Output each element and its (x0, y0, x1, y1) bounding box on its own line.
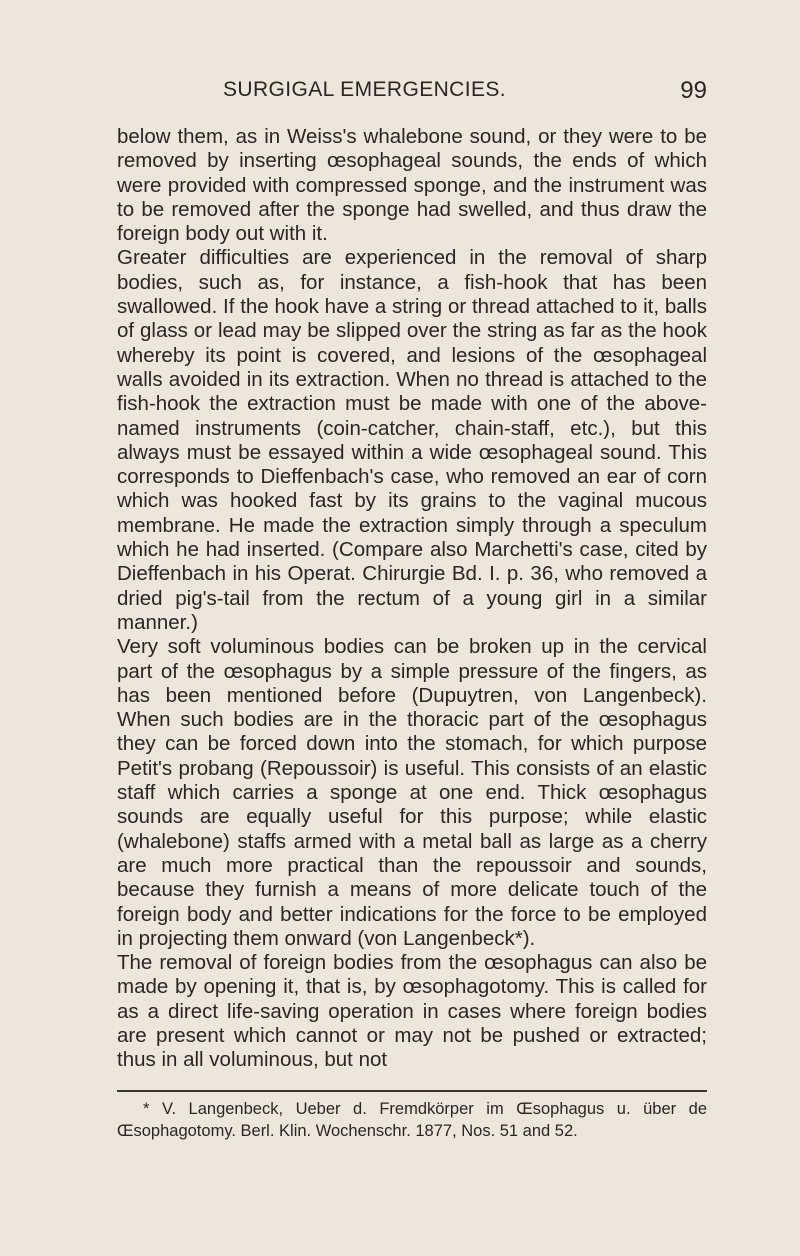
page-number: 99 (680, 77, 707, 104)
paragraph: Greater difficulties are experienced in the removal of sharp bodies, such as, for instance, a fish-hook that has been swallowed. If the hook have a string or thread attached to it, balls of glass or lead may be slipped over the string as far as the hook whereby its point is covered, and lesions of the œsophageal walls avoided in its extraction. When no thread is attached to the fish-hook the extraction must be made with one of the above-named instruments (coin-catcher, chain-staff, etc.), but this always must be essayed within a wide œsophageal sound. This corresponds to Dieffenbach's case, who removed an ear of corn which was hooked fast by its grains to the vaginal mucous membrane. He made the extraction simply through a speculum which he had inserted. (Compare also Marchetti's case, cited by Dieffenbach in his Operat. Chirurgie Bd. I. p. 36, who removed a dried pig's-tail from the rectum of a young girl in a similar manner.) (117, 246, 707, 634)
footnote-marker: * (143, 1100, 150, 1118)
running-title: SURGIGAL EMERGENCIES. (223, 78, 507, 101)
paragraph: below them, as in Weiss's whalebone sound, or they were to be removed by inserting œsophageal sounds, the ends of which were provided with compressed sponge, and the instrument was to be removed after the sponge had swelled, and thus draw the foreign body out with it. (117, 125, 707, 246)
footnote (117, 1098, 707, 1142)
footnote-text: V. Langenbeck, Ueber d. Fremdkörper im Œsophagus u. über de Œsophagotomy. Berl. Klin. Wochenschr. 1877, Nos. 51 and 52. (117, 1100, 707, 1140)
paragraph: Very soft voluminous bodies can be broken up in the cervical part of the œsophagus by a simple pressure of the fingers, as has been mentioned before (Dupuytren, von Langenbeck). When such bodies are in the thoracic part of the œsophagus they can be forced down into the stomach, for which purpose Petit's probang (Repoussoir) is useful. This consists of an elastic staff which carries a sponge at one end. Thick œsophagus sounds are equally useful for this purpose; while elastic (whalebone) staffs armed with a metal ball as large as a cherry are much more practical than the repoussoir and sounds, because they furnish a means of more delicate touch of the foreign body and better indications for the force to be employed in projecting them onward (von Langenbeck*). (117, 635, 707, 950)
footnote-divider (117, 1090, 707, 1092)
running-head (117, 78, 707, 108)
body-text (117, 125, 707, 1073)
paragraph: The removal of foreign bodies from the œsophagus can also be made by opening it, that is, by œsophagotomy. This is called for as a direct life-saving operation in cases where foreign bodies are present which cannot or may not be pushed or extracted; thus in all voluminous, but not (117, 951, 707, 1072)
